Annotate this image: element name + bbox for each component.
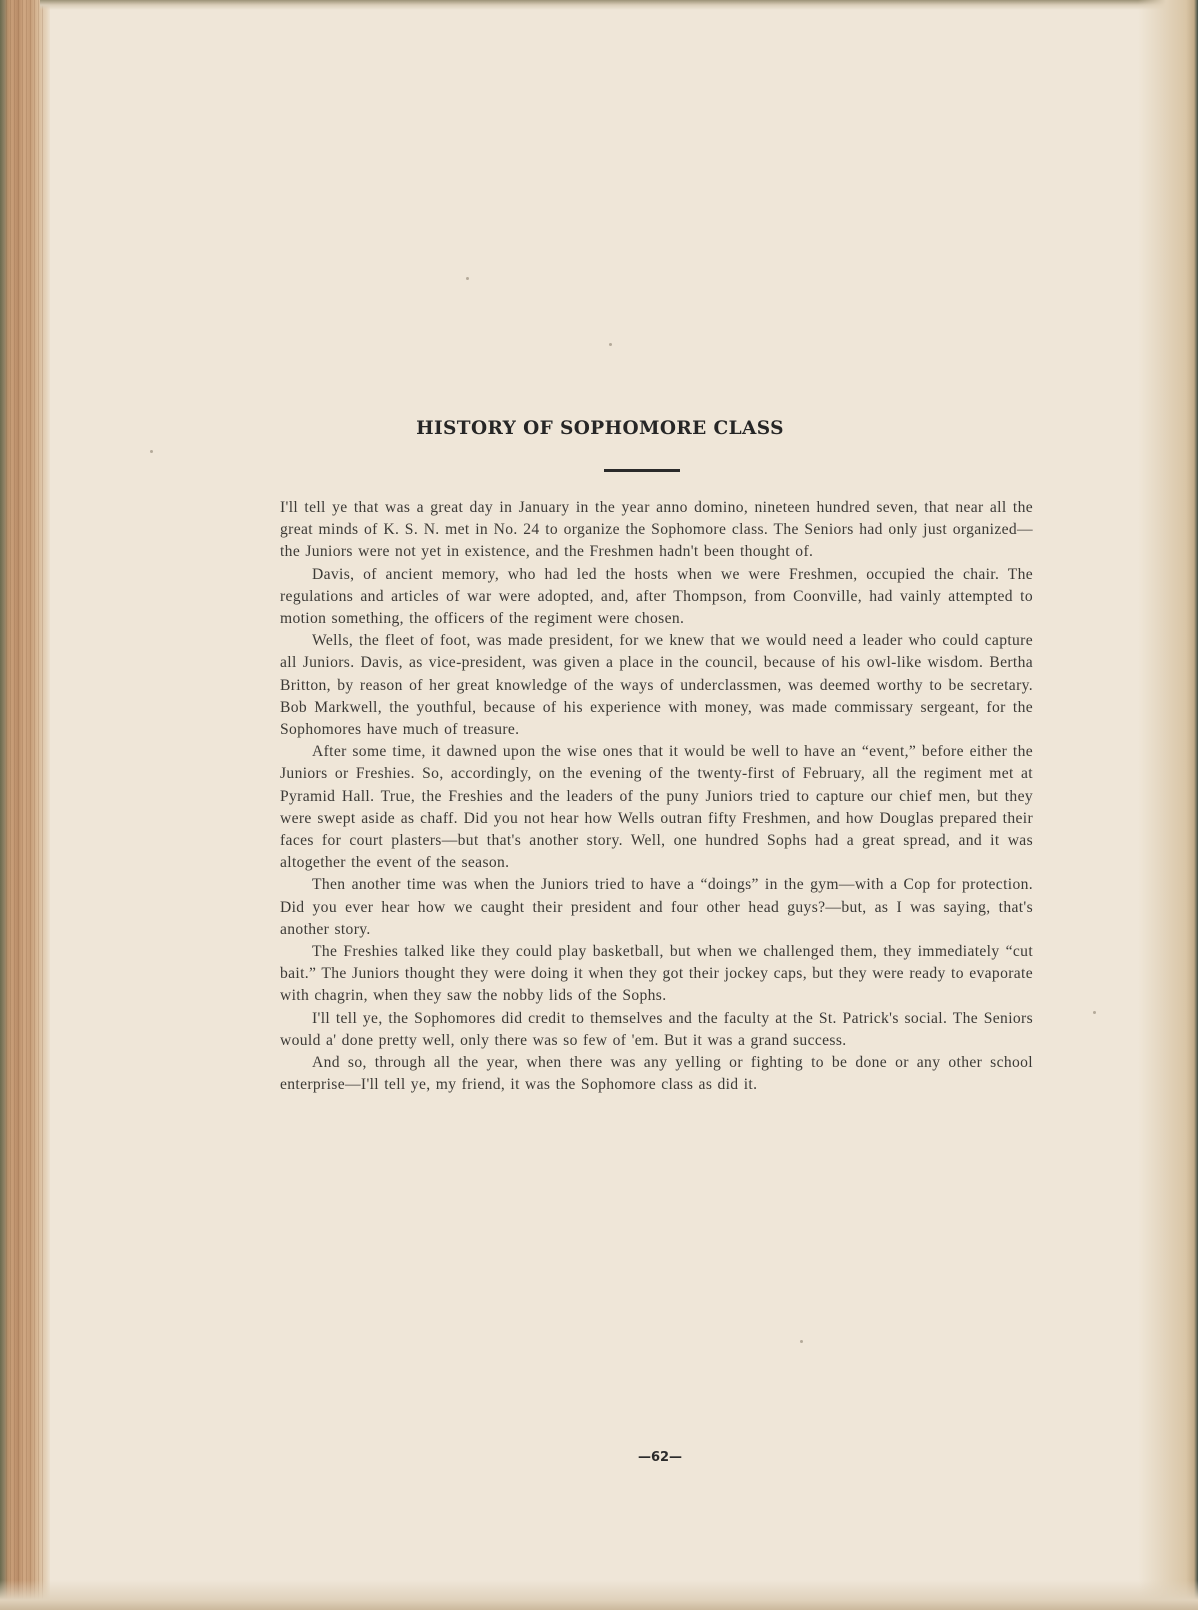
article-body [280,497,1033,1096]
paragraph: Then another time was when the Juniors tried to have a “doings” in the gym—with a Cop for protection. Did you ever hear how we caught their president and four other head guys?—but, as I was saying, that's another story. [280,876,1033,938]
title-underline [604,469,680,472]
top-page-edge [40,0,1198,10]
paragraph: I'll tell ye, the Sophomores did credit to themselves and the faculty at the St. Patrick's social. The Seniors would a' done pretty well, only there was so few of 'em. But it was a grand success. [280,1009,1033,1049]
bottom-page-edge [0,1580,1198,1610]
paper-speck [150,450,153,453]
paragraph: Davis, of ancient memory, who had led the hosts when we were Freshmen, occupied the chair. The regulations and articles of war were adopted, and, after Thompson, from Coonville, had vainly attempted to motion something, the officers of the regiment were chosen. [280,565,1033,628]
right-page-edge [1138,0,1198,1610]
paragraph: After some time, it dawned upon the wise ones that it would be well to have an “event,” before either the Juniors or Freshies. So, accordingly, on the evening of the twenty-first of February, all the regiment met at Pyramid Hall. True, the Freshies and the leaders of the puny Juniors tried to capture our chief men, but they were swept aside as chaff. Did you not hear how Wells outran fifty Freshmen, and how Douglas prepared their faces for court plasters—but that's another story. Well, one hundred Sophs had a great spread, and it was altogether the event of the season. [280,743,1033,872]
paper-speck [800,1340,803,1343]
page-number: —62— [637,1450,683,1465]
paragraph: Wells, the fleet of foot, was made president, for we knew that we would need a leader who could capture all Juniors. Davis, as vice-president, was given a place in the council, because of his owl-like wisdom. Bertha Britton, by reason of her great knowledge of the ways of underclassmen, was deemed worthy to be secretary. Bob Markwell, the youthful, because of his experience with money, was made commissary sergeant, for the Sophomores have much of treasure. [280,632,1033,739]
paper-speck [609,343,612,346]
paragraph: And so, through all the year, when there was any yelling or fighting to be done or any other school enterprise—I'll tell ye, my friend, it was the Sophomore class as did it. [280,1054,1033,1094]
page-title: HISTORY OF SOPHOMORE CLASS [416,418,784,439]
paragraph: The Freshies talked like they could play basketball, but when we challenged them, they immediately “cut bait.” The Juniors thought they were doing it when they got their jockey caps, but they were ready to evaporate with chagrin, when they saw the nobby lids of the Sophs. [280,943,1033,1005]
page-edges [6,0,44,1610]
paper-speck [1093,1011,1096,1014]
paper-speck [466,277,469,280]
paragraph: I'll tell ye that was a great day in January in the year anno domino, nineteen hundred seven, that near all the great minds of K. S. N. met in No. 24 to organize the Sophomore class. The Seniors had only just organized—the Juniors were not yet in existence, and the Freshmen hadn't been thought of. [280,499,1033,561]
